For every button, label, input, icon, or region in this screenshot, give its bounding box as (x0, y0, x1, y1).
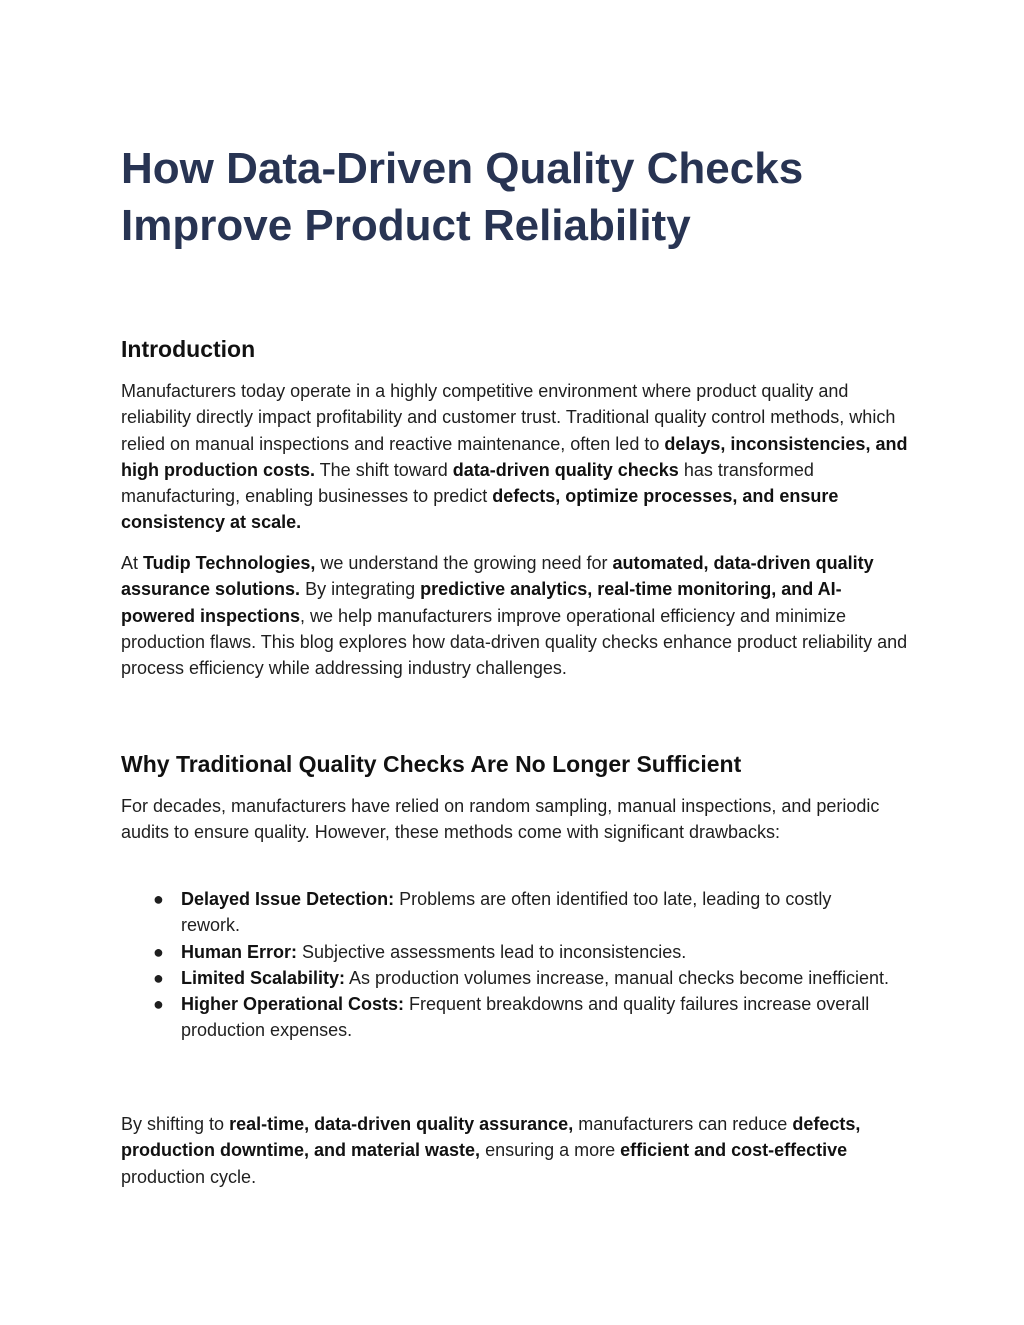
list-item: ● Human Error: Subjective assessments lead to inconsistencies. (121, 939, 891, 965)
list-item: ● Higher Operational Costs: Frequent breakdowns and quality failures increase overall production expenses. (121, 991, 891, 1044)
intro-paragraph-1: Manufacturers today operate in a highly competitive environment where product quality and reliability directly impact profitability and customer trust. Traditional quality control methods, which relied on manual inspections and reactive maintenance, often led to delays, inconsistencies, and high production costs. The shift toward data-driven quality checks has transformed manufacturing, enabling businesses to predict defects, optimize processes, and ensure consistency at scale. (121, 381, 908, 533)
drawbacks-list (121, 886, 911, 1044)
bullet-icon: ● (153, 994, 164, 1015)
section-heading-why-traditional: Why Traditional Quality Checks Are No Longer Sufficient (121, 751, 742, 777)
bullet-icon: ● (153, 941, 164, 962)
bullet-icon: ● (153, 967, 164, 988)
page-title: How Data-Driven Quality Checks Improve Product Reliability (121, 144, 804, 250)
intro-paragraph-2: At Tudip Technologies, we understand the growing need for automated, data-driven quality assurance solutions. By integrating predictive analytics, real-time monitoring, and AI-powered inspections, we help manufacturers improve operational efficiency and minimize production flaws. This blog explores how data-driven quality checks enhance product reliability and process efficiency while addressing industry challenges. (121, 553, 908, 679)
why-paragraph-2: By shifting to real-time, data-driven quality assurance, manufacturers can reduce defects, production downtime, and material waste, ensuring a more efficient and cost-effective production cycle. (121, 1114, 861, 1187)
list-item: ● Delayed Issue Detection: Problems are often identified too late, leading to costly rework. (121, 886, 891, 939)
why-paragraph-1: For decades, manufacturers have relied on random sampling, manual inspections, and periodic audits to ensure quality. However, these methods come with significant drawbacks: (121, 796, 880, 843)
list-item: ● Limited Scalability: As production volumes increase, manual checks become inefficient. (121, 965, 891, 991)
section-heading-introduction: Introduction (121, 336, 256, 362)
bullet-icon: ● (153, 889, 164, 909)
